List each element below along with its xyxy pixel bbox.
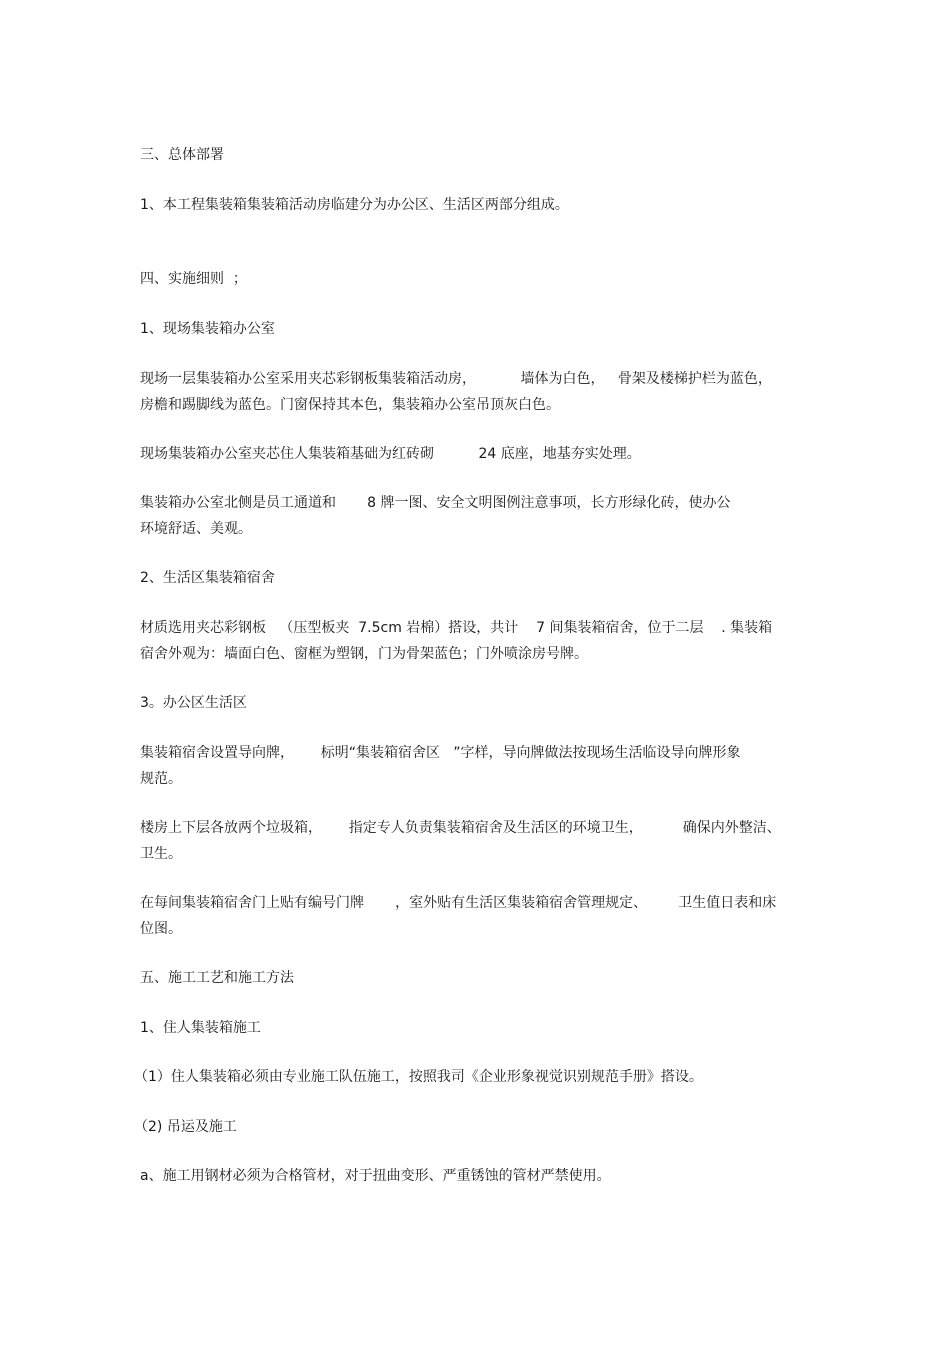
paragraph-line: 规范。 xyxy=(140,771,182,787)
paragraph-line: 现场集装箱办公室夹芯住人集装箱基础为红砖砌 24 底座，地基夯实处理。 xyxy=(140,446,641,462)
paragraph-line: （2) 吊运及施工 xyxy=(134,1119,237,1135)
subheading-container-construction: 1、住人集装箱施工 xyxy=(140,1020,261,1036)
paragraph-line: 楼房上下层各放两个垃圾箱， 指定专人负责集装箱宿舍及生活区的环境卫生， 确保内外整洁、 xyxy=(140,820,781,836)
section-heading-construction: 五、施工工艺和施工方法 xyxy=(140,970,294,986)
subheading-office: 1、现场集装箱办公室 xyxy=(140,321,275,337)
paragraph-line: 位图。 xyxy=(140,921,182,937)
paragraph-line: 房檐和踢脚线为蓝色。门窗保持其本色，集装箱办公室吊顶灰白色。 xyxy=(140,397,560,413)
section-heading-implementation: 四、实施细则 ； xyxy=(140,271,247,287)
paragraph-line: 在每间集装箱宿舍门上贴有编号门牌 ，室外贴有生活区集装箱宿舍管理规定、 卫生值日表和床 xyxy=(140,895,777,911)
paragraph-line: 1、本工程集装箱集装箱活动房临建分为办公区、生活区两部分组成。 xyxy=(140,197,569,213)
subheading-living-area: 3。办公区生活区 xyxy=(140,695,247,711)
paragraph-line: （1）住人集装箱必须由专业施工队伍施工，按照我司《企业形象视觉识别规范手册》搭设。 xyxy=(134,1069,703,1085)
paragraph-line: 集装箱宿舍设置导向牌， 标明“集装箱宿舍区 ”字样，导向牌做法按现场生活临设导向牌形象 xyxy=(140,745,741,761)
paragraph-line: 现场一层集装箱办公室采用夹芯彩钢板集装箱活动房， 墙体为白色， 骨架及楼梯护栏为蓝色， xyxy=(140,371,772,387)
paragraph-line: 集装箱办公室北侧是员工通道和 8 牌一图、安全文明图例注意事项，长方形绿化砖，使办公 xyxy=(140,495,731,511)
paragraph-line: 卫生。 xyxy=(140,846,182,862)
paragraph-line: a、施工用钢材必须为合格管材，对于扭曲变形、严重锈蚀的管材严禁使用。 xyxy=(140,1168,611,1184)
section-heading-deployment: 三、总体部署 xyxy=(140,147,224,163)
paragraph-line: 宿舍外观为：墙面白色、窗框为塑钢，门为骨架蓝色；门外喷涂房号牌。 xyxy=(140,646,588,662)
paragraph-line: 材质选用夹芯彩钢板 （压型板夹 7.5cm 岩棉）搭设，共计 7 间集装箱宿舍，位于二层 . 集装箱 xyxy=(140,620,773,636)
subheading-dormitory: 2、生活区集装箱宿舍 xyxy=(140,570,275,586)
paragraph-line: 环境舒适、美观。 xyxy=(140,521,252,537)
